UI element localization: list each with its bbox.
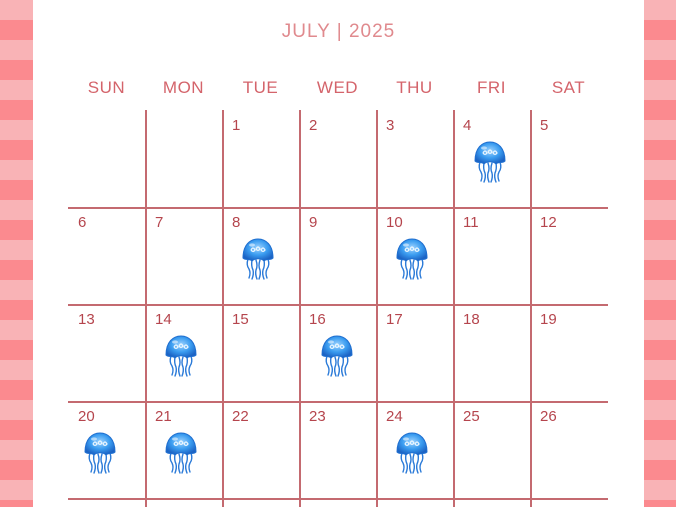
day-cell-23[interactable]: [299, 401, 376, 498]
day-number: 25: [463, 408, 480, 425]
day-cell-13[interactable]: [68, 304, 145, 401]
empty-day-cell: [68, 110, 145, 207]
day-number: 26: [540, 408, 557, 425]
weekday-tue: TUE: [242, 78, 279, 97]
weekday-sun: SUN: [87, 78, 126, 97]
day-number: 18: [463, 311, 480, 328]
jellyfish-icon: [82, 431, 118, 475]
day-cell-3[interactable]: [376, 110, 453, 207]
day-number: 9: [309, 214, 318, 231]
weekday-wed: WED: [316, 78, 359, 97]
jellyfish-icon: [240, 237, 276, 281]
day-number: 10: [386, 214, 403, 231]
jellyfish-icon: [472, 140, 508, 184]
jellyfish-icon: [394, 237, 430, 281]
day-number: 15: [232, 311, 249, 328]
day-number: 19: [540, 311, 557, 328]
day-cell-25[interactable]: [453, 401, 530, 498]
day-number: 11: [463, 214, 479, 231]
day-cell-22[interactable]: [222, 401, 299, 498]
day-cell-6[interactable]: [68, 207, 145, 304]
month-title: JULY | 2025: [281, 21, 396, 42]
day-number: 24: [386, 408, 403, 425]
jellyfish-icon: [319, 334, 355, 378]
day-cell-7[interactable]: [145, 207, 222, 304]
day-number: 16: [309, 311, 326, 328]
weekday-sat: SAT: [551, 78, 586, 97]
day-cell-18[interactable]: [453, 304, 530, 401]
day-cell-10[interactable]: [376, 207, 453, 304]
day-number: 12: [540, 214, 557, 231]
day-number: 13: [78, 311, 95, 328]
grid-row-divider: [68, 498, 608, 500]
day-number: 21: [155, 408, 172, 425]
day-number: 23: [309, 408, 326, 425]
day-cell-15[interactable]: [222, 304, 299, 401]
day-cell-20[interactable]: [68, 401, 145, 498]
day-number: 2: [309, 117, 318, 134]
day-cell-4[interactable]: [453, 110, 530, 207]
day-number: 22: [232, 408, 249, 425]
day-cell-8[interactable]: [222, 207, 299, 304]
day-number: 5: [540, 117, 549, 134]
day-number: 1: [232, 117, 241, 134]
day-cell-1[interactable]: [222, 110, 299, 207]
day-number: 3: [386, 117, 395, 134]
jellyfish-icon: [394, 431, 430, 475]
day-cell-11[interactable]: [453, 207, 530, 304]
day-number: 20: [78, 408, 95, 425]
day-cell-9[interactable]: [299, 207, 376, 304]
weekday-mon: MON: [162, 78, 205, 97]
day-cell-14[interactable]: [145, 304, 222, 401]
day-cell-26[interactable]: [530, 401, 607, 498]
day-number: 7: [155, 214, 164, 231]
weekday-fri: FRI: [477, 78, 506, 97]
day-cell-17[interactable]: [376, 304, 453, 401]
day-number: 14: [155, 311, 172, 328]
empty-day-cell: [145, 110, 222, 207]
calendar-grid: [68, 110, 608, 507]
day-number: 17: [386, 311, 403, 328]
weekday-thu: THU: [396, 78, 433, 97]
jellyfish-icon: [163, 334, 199, 378]
calendar-page: [33, 0, 644, 507]
day-number: 6: [78, 214, 87, 231]
day-cell-19[interactable]: [530, 304, 607, 401]
day-cell-12[interactable]: [530, 207, 607, 304]
day-cell-21[interactable]: [145, 401, 222, 498]
day-cell-24[interactable]: [376, 401, 453, 498]
day-number: 4: [463, 117, 472, 134]
day-number: 8: [232, 214, 241, 231]
day-cell-5[interactable]: [530, 110, 607, 207]
day-cell-2[interactable]: [299, 110, 376, 207]
day-cell-16[interactable]: [299, 304, 376, 401]
jellyfish-icon: [163, 431, 199, 475]
